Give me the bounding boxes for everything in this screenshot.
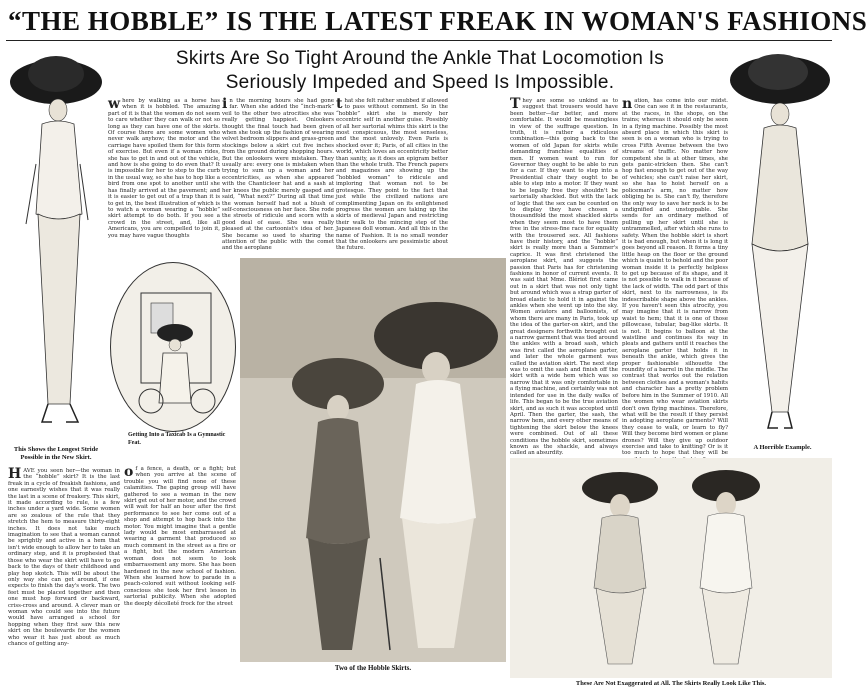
not-exaggerated-photo xyxy=(510,458,832,678)
taxicab-oval-illustration xyxy=(110,262,236,432)
caption-not-exaggerated: These Are Not Exaggerated at All. The Skirts Really Look Like This. xyxy=(575,680,767,687)
column-3-top: that she felt rather snubbed if allowed to pass without comment. So in the “hobble” skirt she is merely her eccentric self in another guise. Possibly of all her sartorial whims this skirt is the most conspicuous, the most senseless, and the most unlovely. Even Paris is shocked over it; Paris, of all cities in the world, which loves an eccentricity better than sanity, as it does an epigram better than the whole truth. The French papers and magazines are showing up the “hobbled woman” to ridicule and imploring that woman not to be grotesque. They point to the fact that just while the civilized nations are complimenting Japan on its enlightened progress the women are taking up the skirts of medieval Japan and restricting their walk to the mincing step of the Japanese doll woman. And all this in the name of Fashion. It is no small wonder that the onlookers are pessimistic about the future. xyxy=(336,96,448,252)
column-1-bottom: HAVE you seen her—the woman in the “hobble” skirt? It is the last freak in a cycle of freakish fashions, and one earnestly wishes that it was really the last in a scene of freakery. This skirt, it made according to rule, is a few inches under a yard wide. Some women are so zealous of the rule that they stretch the hem to measure thirty-eight inches. It does not take much imagination to see that a woman cannot be sprightly and active in a hem that isn't wide enough to allow her to take an ordinary step, and it is prophesied that those who wear the skirt will have to go back to the days of their childhood and play hop skotch. This will be about the only way she can get around, if one expects to finish the day's work. The two feet must be placed together and then one must hop forward or backward, criss-cross and around. A clever man or woman who could see into the future would have arranged a school for hopping when they first saw this new skirt on the boulevards for the women who wear it has just about as much chance of getting any- xyxy=(8,466,120,647)
headline: “THE HOBBLE” IS THE LATEST FREAK IN WOMAN'S FASHIONS xyxy=(8,6,867,36)
column-5: nation, has come into our midst. One can see it in the restaurants, at the races, in the shops, on the trains; whereas it should only be seen in a flying machine. Possibly the most absurd place in which this skirt is seen is on a woman who is trying to cross Fifth Avenue between the two streams of traffic. No matter how competent she is at other times, she gets panic-stricken then. She can't hop fast enough to get out of the way of vehicles; she can't raise her skirt, so she has to hoist herself on a policeman's arm, no matter how obliging he is. She can't fly, therefore the only way to save her neck is to be undignified and unstoppable. She sends for an ordinary method of pulling up her skirt until she is untrammelled, after which she runs to safety. When the hobble skirt is short it is bad enough, but when it is long it goes beyond all reason. It forms a tiny little heap on the floor or the ground which is quaint to behold and the poor woman inside it is perfectly helpless to get up because of its shape, and it is not possible to walk in it because of the lack of width. The odd part of this skirt, next to its narrowness, is its indescribable shape above the ankles. If you haven't seen this atrocity, you may imagine that it is narrow from waist to hem; that it is one of those pillowcase, tubular, bag-like skirts. It is not. It begins to balloon at the waistline and continues its way in pleats and gathers until it reaches the aeroplane garter that holds it in beneath the ankle, which gives the proper fashionable silhouette the roundity of a barrel in the middle. The contrast that works out the relation between clothes and a woman's habits and character has a pretty problem before him in the Summer of 1910. All the women who wear aviation skirts don't own flying machines. Therefore, what will be the result if they persist in adopting aeroplane garments? Will they cease to walk, or learn to fly? Will they become bird women or plane drones? Will they give up outdoor exercise and take to knitting? Or is it too much to hope that they will be xyxy=(622,96,728,457)
column-1-top: where by walking as a horse has when it is hobbled. The amazing part of it is that the women do not seem to care whether they can walk or not so long as they can have one of the skirts. Of course there are some women who never walk anyhow; the motor and the carriage have spoiled them for this form of exercise. But even if a woman rides, she has to get in and out of the vehicle, and how is she going to do even that? It is impossible for her to step to the curb in the usual way, so she has to hop like a bird from one spot to another until she has finally arrived at the pavement; and it is easier to get out of a trap than it is to get in, the best illustration of which is to watch a woman wearing a “hobble” skirt attempt to do both. If you see a crowd in the street, and, like all Americans, you are compelled to join it, you may have vague thoughts xyxy=(108,96,220,239)
caption-two-hobble-skirts: Two of the Hobble Skirts. xyxy=(334,664,412,672)
caption-taxicab: Getting Into a Taxicab Is a Gymnastic Feat. xyxy=(128,432,226,446)
subheadline-line-1: Skirts Are So Tight Around the Ankle That Locomotion Is xyxy=(175,48,665,69)
headline-rule xyxy=(6,40,832,41)
column-2-bottom: of a fence, a death, or a fight; but when you arrive at the scene of trouble you will find none of these calamities. The gaping group will have gathered to see a woman in the new skirt get out of her motor, and the crowd will wait for half an hour after the first performance to see her come out of a shop and attempt to hop back into the motor. You might imagine that a gentle lady would be most embarrassed at wearing a garment that produced so much comment in the street as a fire or a fight, but the modern American woman does not seem to look embarrassment any more. She has been hardened in the new school of fashion. When she learned how to parade in a peach-colored suit without looking self-conscious she took her first lesson in sartorial publicity. When she adopted the deeply décolleté frock for the street xyxy=(124,464,236,607)
caption-horrible-example: A Horrible Example. xyxy=(753,444,812,451)
longest-stride-illustration xyxy=(8,44,104,444)
caption-longest-stride: This Shows the Longest Stride Possible in the New Skirt. xyxy=(13,446,99,461)
subheadline-line-2: Seriously Impeded and Speed Is Impossible. xyxy=(225,72,615,93)
column-4: They are some so unkind as to suggest that trousers would have been better—far better, and more comfortable. It would be meaningless in view of the suffrage question. In truth, it is rather a ridiculous combination—this going back to the women of old Japan for skirts while demanding franchise equalities of men. If women want to run for Governor they ought to be able to run for a car. If they want to step into a Presidential chair they ought to be able to step into a motor. If they want to be legally free they shouldn't be sartorially shackled. But with the lack of logic that the sex can be counted on to display they have chosen a thousandfold the most shackled skirts when they seem most to have them free in the stress-fine race for equality with the trousered sex. All fashions have their history, and the “hobble” skirt is really more than a Summer's caprice. It was first christened the aeroplane skirt, and suggests the passion that Paris has for christening fashions in honor of current events. It was said that Mme. Blériot first came out in a skirt that was not only tight but around which was a strap garter of broad elastic to hold it in against the ankles when she went up into the sky. Women aviators and balloonists, of whom there are many in Paris, took up the idea of the garter-on skirt, and the great designers forthwith brought out a narrow garment that was tied around the ankles with a broad sash, which was first called the aeroplane garter, and later the whole garment was called the aviation skirt. The next step was to omit the sash and finish off the skirt with a wide hem which was so narrow that it was only comfortable in a flying machine, and certainly was not intended for use in the daily walks of life. This began to be the true aviation skirt, and as such it was accepted until April. Then the garter, the sash, the narrow hem, and every other means of tightening the skirt below the knees were combined. Out of all these conditions the hobble skirt, sometimes known as the shackle, and always called an absurdity. xyxy=(510,96,618,457)
horrible-example-illustration xyxy=(728,44,832,439)
column-2-top: in the morning hours she had gone far. When she added the “inch-mark” veil to the other two atrocities she was really getting happiest. Onlookers thought the final touch had been given when she took up the fashion of wearing velvet bedroom slippers and grass-green stockings below a skirt cut five inches from the ground during shopping hours. But the onlookers were mistaken. They usually are: every one is mistaken when trying to sum up a woman and her eccentricities, as when she appeared with the Chanticleer hat and a sash at her knees the public merely gasped and said, “What next?” During all that time the woman herself had not a blush of self-consciousness on her face. She rode the streets of ridicule and scorn with a good deal of ease. She was really pleased at the cartoonist's idea of her. She became so used to sharing the attention of the public with the comet and the aeroplane xyxy=(222,96,334,252)
two-hobble-skirts-photo xyxy=(240,258,506,662)
